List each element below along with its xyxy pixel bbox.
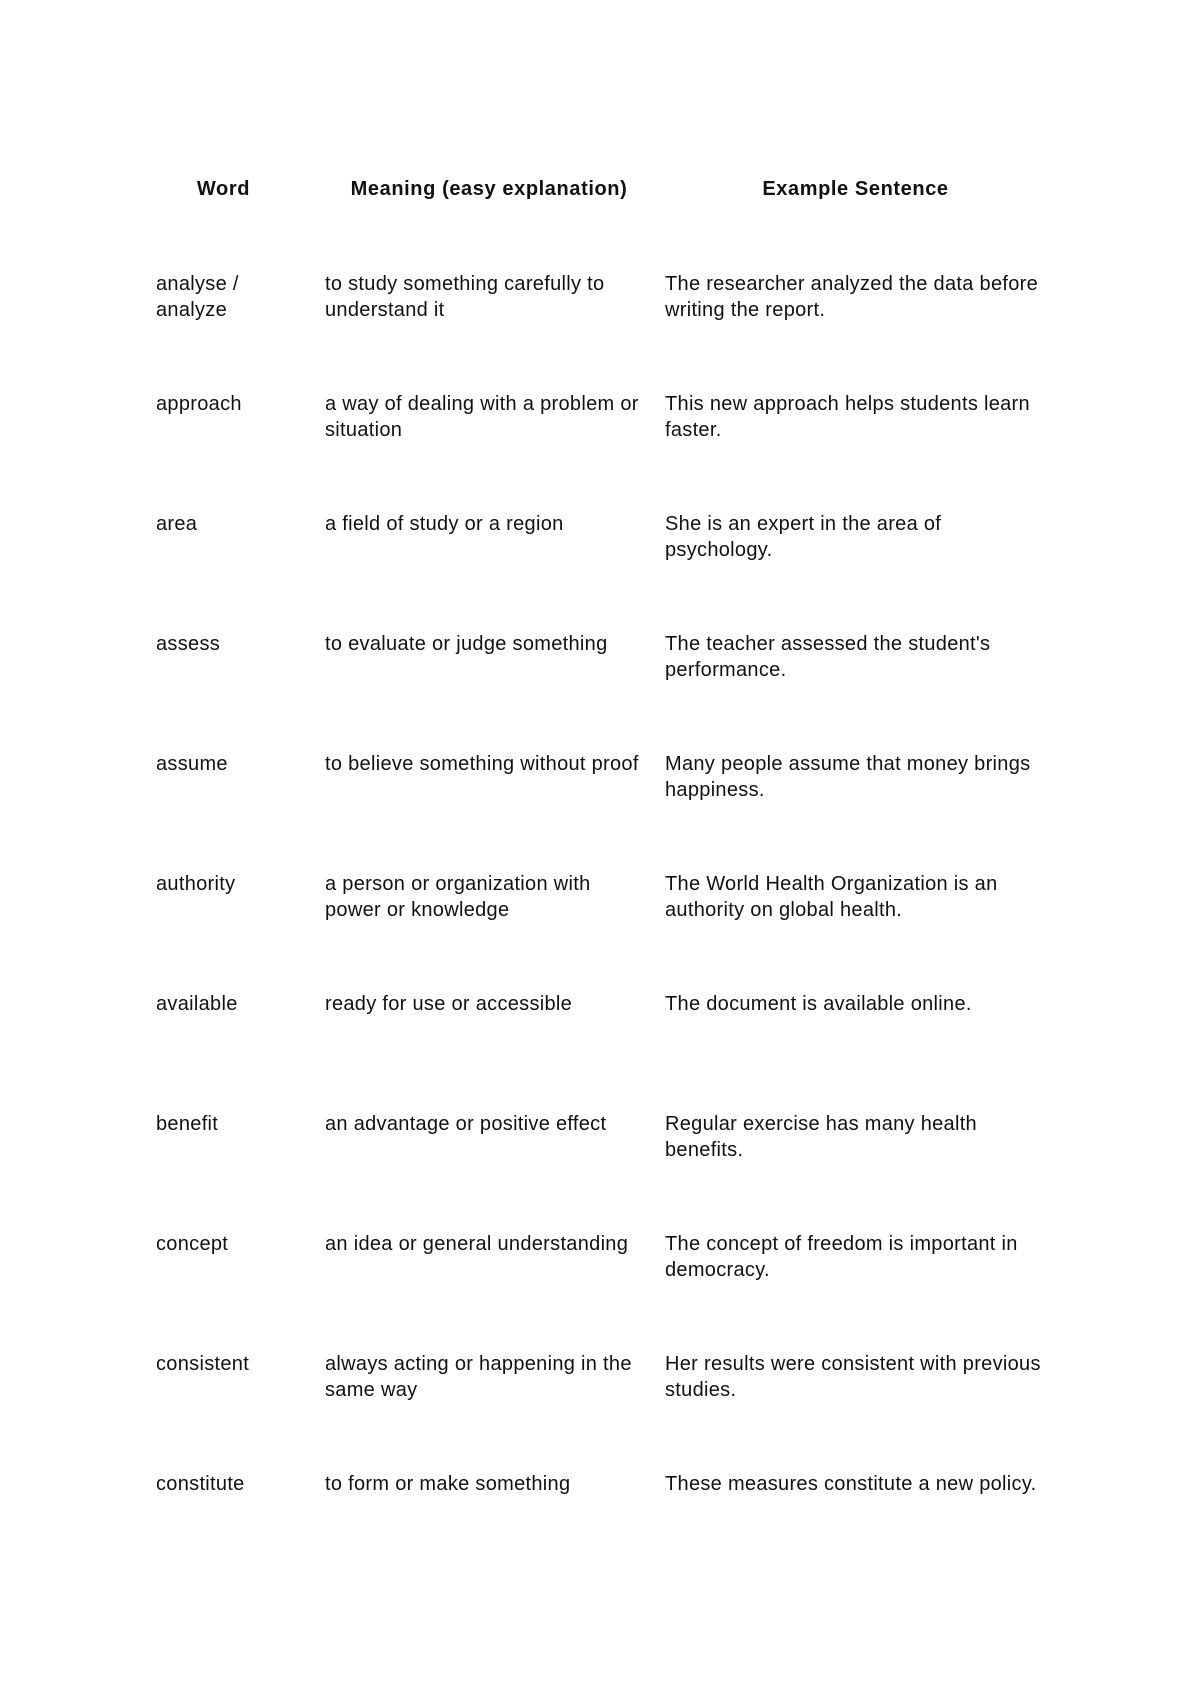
example-cell: Her results were consistent with previous studies. [665,1353,1041,1401]
meaning-cell: a field of study or a region [325,513,564,535]
meaning-cell: an idea or general understanding [325,1233,629,1255]
table-header [152,176,1052,271]
word-cell: authority [156,873,236,895]
example-cell: These measures constitute a new policy. [665,1473,1037,1495]
word-cell: available [156,993,238,1015]
example-cell: The teacher assessed the student's performance. [665,633,991,681]
example-cell: The World Health Organization is an authority on global health. [665,873,998,921]
table-row [152,1471,1052,1591]
example-cell: The researcher analyzed the data before writing the report. [665,273,1039,321]
word-cell: area [156,513,198,535]
table-body [152,271,1052,1591]
column-header-example: Example Sentence [762,178,949,200]
table-row [152,391,1052,511]
vocabulary-table [152,176,1052,1591]
meaning-cell: to evaluate or judge something [325,633,608,655]
meaning-cell: to believe something without proof [325,753,639,775]
table-row [152,991,1052,1111]
meaning-cell: an advantage or positive effect [325,1113,607,1135]
table-row [152,271,1052,391]
word-cell: constitute [156,1473,245,1495]
example-cell: This new approach helps students learn faster. [665,393,1030,441]
table-row [152,1111,1052,1231]
word-cell: assess [156,633,221,655]
table-row [152,751,1052,871]
table-row [152,511,1052,631]
example-cell: The document is available online. [665,993,972,1015]
table-row [152,631,1052,751]
word-cell: analyse / analyze [156,273,239,321]
word-cell: assume [156,753,228,775]
example-cell: The concept of freedom is important in democracy. [665,1233,1018,1281]
word-cell: consistent [156,1353,250,1375]
word-cell: concept [156,1233,229,1255]
word-cell: benefit [156,1113,219,1135]
table-row [152,1351,1052,1471]
example-cell: Regular exercise has many health benefits. [665,1113,977,1161]
header-row [152,176,1052,271]
meaning-cell: a way of dealing with a problem or situation [325,393,639,441]
column-header-meaning: Meaning (easy explanation) [350,178,628,200]
example-cell: Many people assume that money brings happiness. [665,753,1031,801]
word-cell: approach [156,393,242,415]
meaning-cell: a person or organization with power or knowledge [325,873,591,921]
example-cell: She is an expert in the area of psychology. [665,513,942,561]
table-row [152,871,1052,991]
meaning-cell: always acting or happening in the same way [325,1353,632,1401]
table-row [152,1231,1052,1351]
meaning-cell: to study something carefully to understand it [325,273,605,321]
meaning-cell: ready for use or accessible [325,993,573,1015]
meaning-cell: to form or make something [325,1473,571,1495]
column-header-word: Word [196,178,251,200]
